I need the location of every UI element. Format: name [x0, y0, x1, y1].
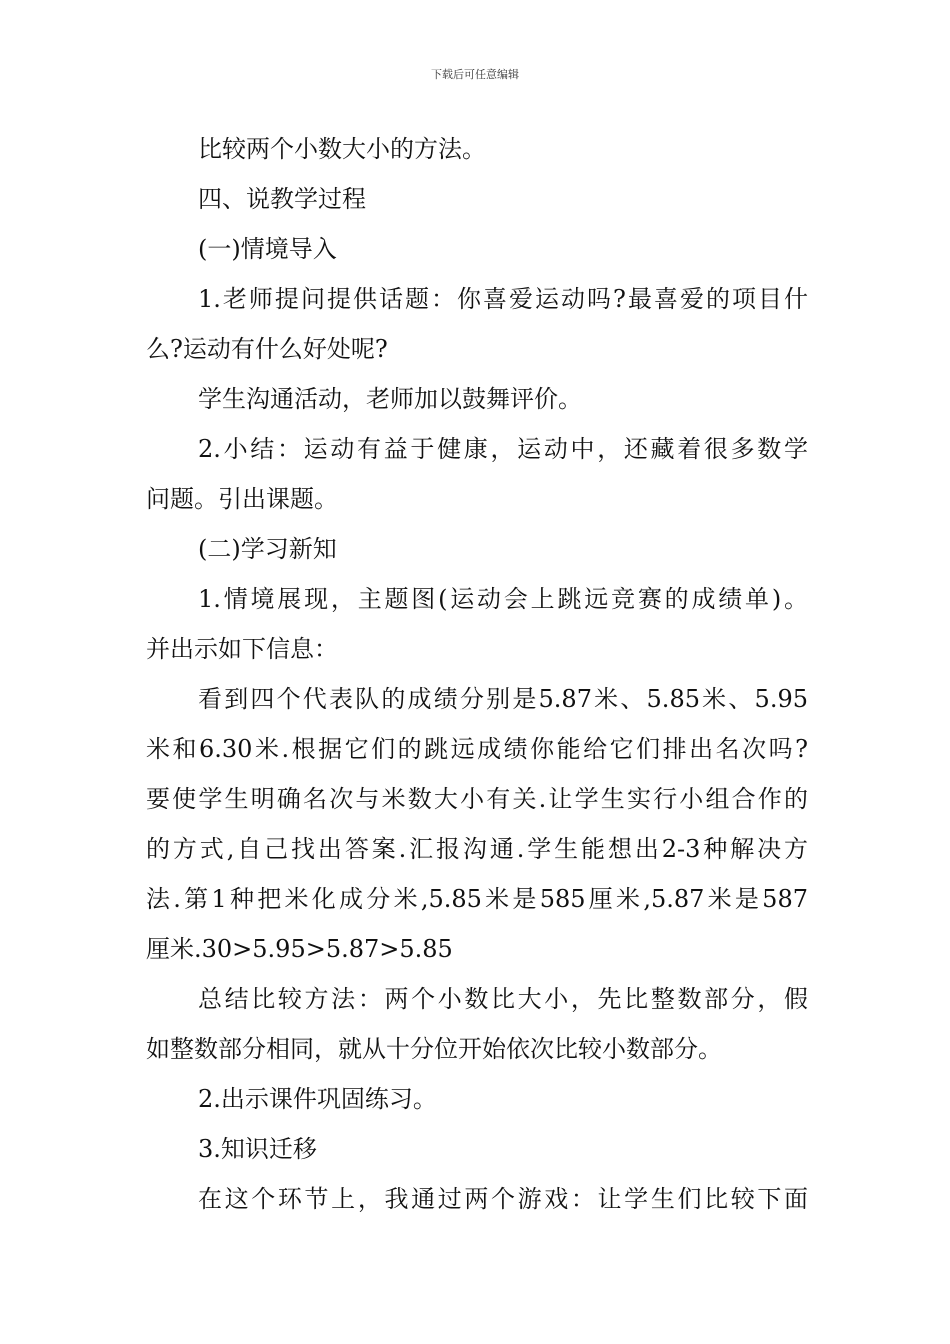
subsection-heading: (二)学习新知: [198, 535, 337, 563]
text-line: 学生沟通活动，老师加以鼓舞评价。: [198, 385, 582, 413]
text-line: 并出示如下信息：: [146, 635, 338, 663]
text-line: 2.出示课件巩固练习。: [198, 1085, 437, 1113]
text-line: 要使学生明确名次与米数大小有关.让学生实行小组合作的: [146, 785, 808, 813]
text-line: 法.第1种把米化成分米,5.85米是585厘米,5.87米是587: [146, 885, 808, 913]
text-line: 比较两个小数大小的方法。: [198, 135, 486, 163]
text-line: 么?运动有什么好处呢?: [146, 335, 388, 363]
text-line: 1.情境展现，主题图(运动会上跳远竞赛的成绩单)。: [198, 585, 808, 613]
text-line: 厘米.30>5.95>5.87>5.85: [146, 935, 453, 963]
text-line: 总结比较方法：两个小数比大小，先比整数部分，假: [198, 985, 808, 1013]
text-line: 的方式,自己找出答案.汇报沟通.学生能想出2-3种解决方: [146, 835, 808, 863]
page-header: 下载后可任意编辑: [431, 68, 519, 81]
text-line: 米和6.30米.根据它们的跳远成绩你能给它们排出名次吗?: [146, 735, 808, 763]
text-line: 1.老师提问提供话题：你喜爱运动吗?最喜爱的项目什: [198, 285, 808, 313]
text-line: 看到四个代表队的成绩分别是5.87米、5.85米、5.95: [198, 685, 808, 713]
text-line: 3.知识迁移: [198, 1135, 317, 1163]
section-heading: 四、说教学过程: [198, 185, 366, 213]
subsection-heading: (一)情境导入: [198, 235, 337, 263]
text-line: 问题。引出课题。: [146, 485, 338, 513]
text-line: 在这个环节上，我通过两个游戏：让学生们比较下面: [198, 1185, 808, 1213]
text-line: 如整数部分相同，就从十分位开始依次比较小数部分。: [146, 1035, 722, 1063]
document-body: [146, 124, 808, 1224]
text-line: 2.小结：运动有益于健康，运动中，还藏着很多数学: [198, 435, 808, 463]
